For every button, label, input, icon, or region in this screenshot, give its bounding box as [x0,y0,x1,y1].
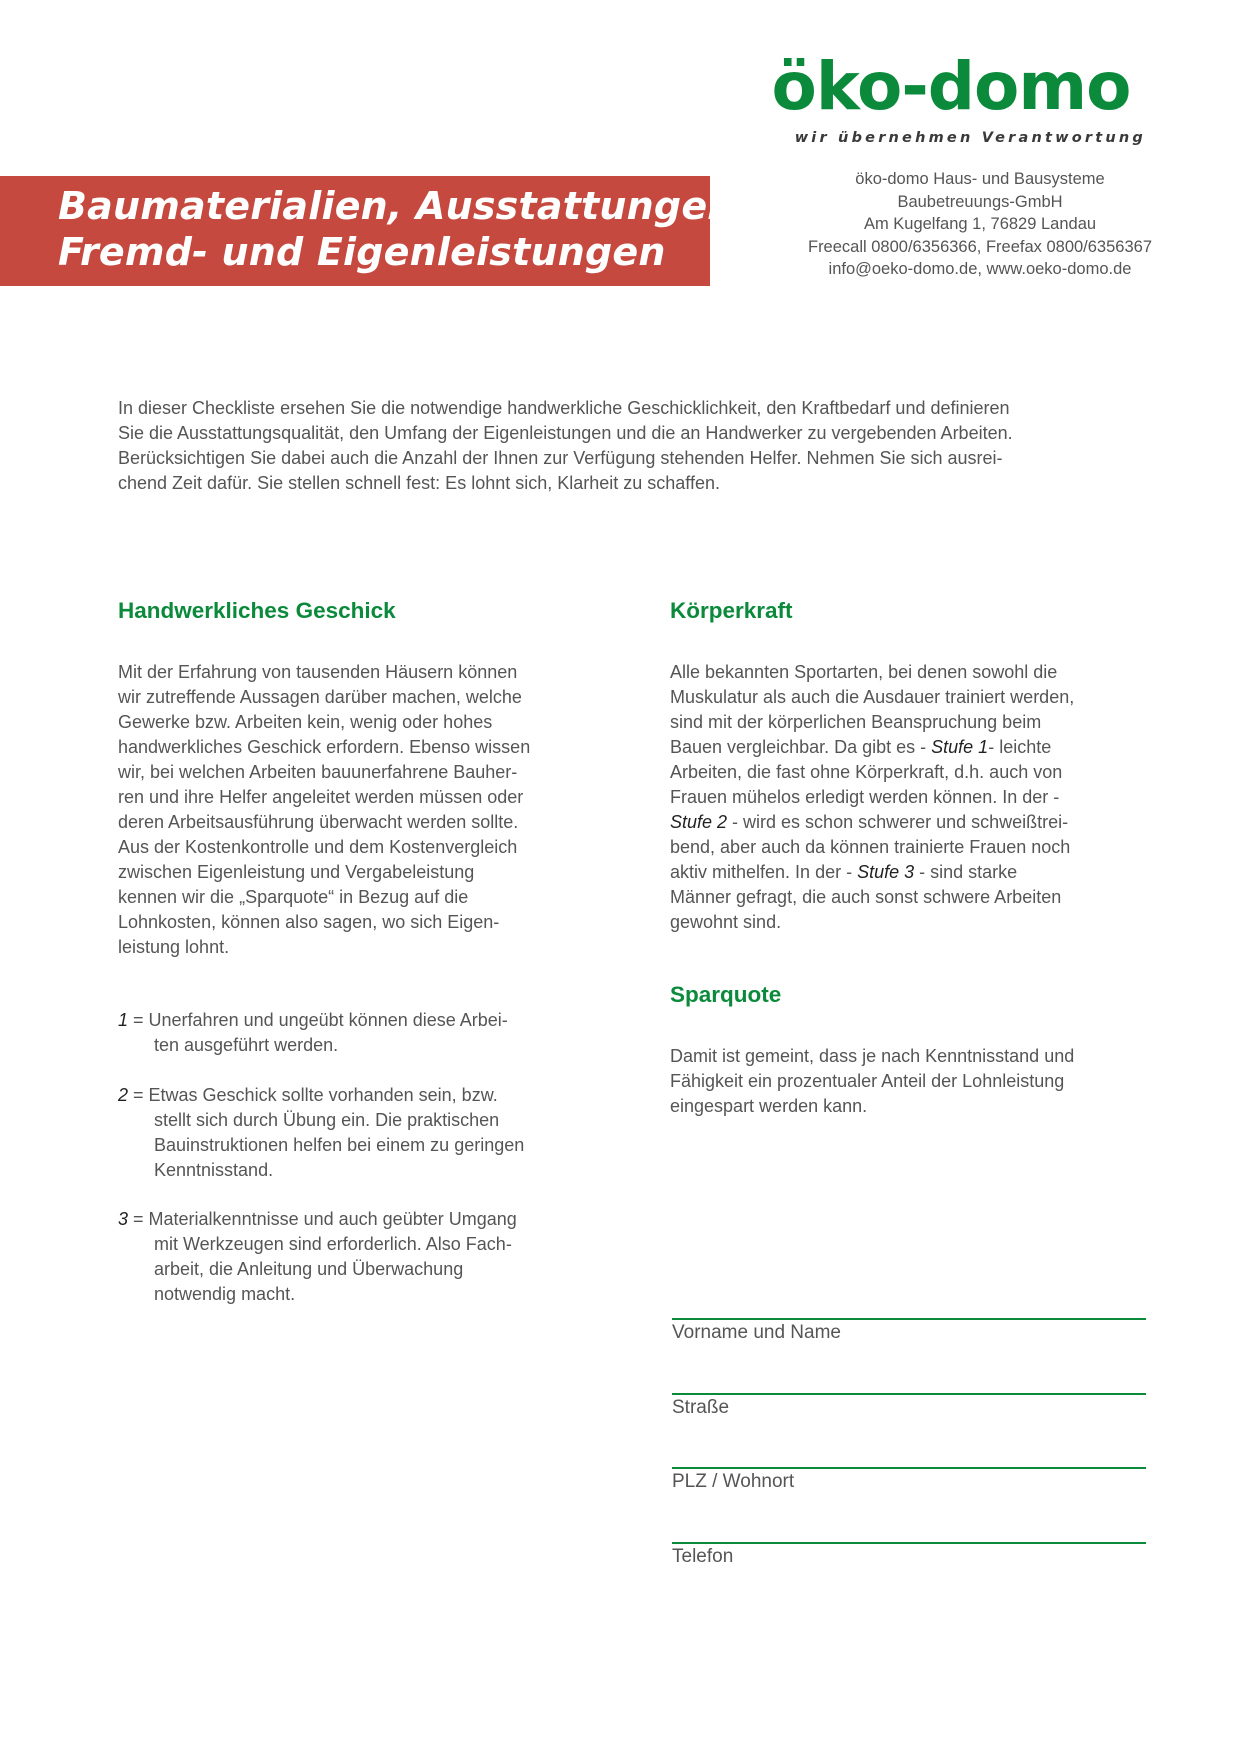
paragraph-line: wir zutreffende Aussagen darüber machen, welche [118,687,522,707]
phone-field[interactable] [672,1542,1146,1567]
paragraph-line: Arbeiten, die fast ohne Körperkraft, d.h. auch von [670,762,1063,782]
paragraph-line: gewohnt sind. [670,912,782,932]
address-line: Freecall 0800/6356366, Freefax 0800/6356367 [807,237,1152,256]
heading-sparquote: Sparquote [670,982,782,1007]
city-field-label: PLZ / Wohnort [672,1471,795,1492]
logo-tagline: wir übernehmen Verantwortung [794,130,1146,146]
paragraph-line: handwerkliches Geschick erfordern. Ebenso wissen [118,737,531,757]
paragraph-text: - wird es schon schwerer und schweißtrei- [727,812,1069,832]
paragraph-text: aktiv mithelfen. In der - [670,862,858,882]
level-text: = Unerfahren und ungeübt können diese Arbei- [128,1010,508,1030]
paragraph-line: eingespart werden kann. [670,1096,868,1116]
level-text: = Materialkenntnisse und auch geübter Umgang [128,1209,517,1229]
address-line: Am Kugelfang 1, 76829 Landau [863,215,1097,233]
level-text: notwendig macht. [154,1284,296,1304]
address-line: öko-domo Haus- und Bausysteme [855,170,1105,188]
stufe-1-label: Stufe 1 [931,737,989,757]
intro-line: chend Zeit dafür. Sie stellen schnell fest: Es lohnt sich, Klarheit zu schaffen. [118,473,720,493]
paragraph-text: - sind starke [914,862,1018,882]
company-logo [756,48,1146,146]
paragraph-line: Gewerke bzw. Arbeiten kein, wenig oder hohes [118,712,493,732]
paragraph-line: Damit ist gemeint, dass je nach Kenntnisstand und [670,1046,1075,1066]
street-field-label: Straße [672,1397,730,1418]
level-text: Bauinstruktionen helfen bei einem zu geringen [154,1135,525,1155]
company-address [770,168,1190,281]
street-field[interactable] [672,1393,1146,1418]
intro-line: In dieser Checkliste ersehen Sie die notwendige handwerkliche Geschicklichkeit, den Kraftbedarf und definieren [118,398,1010,418]
paragraph-line: Männer gefragt, die auch sonst schwere Arbeiten [670,887,1062,907]
paragraph-line: zwischen Eigenleistung und Vergabeleistung [118,862,475,882]
paragraph-line: Lohnkosten, können also sagen, wo sich Eigen- [118,912,500,932]
paragraph-line: leistung lohnt. [118,937,230,957]
paragraph-line: Muskulatur als auch die Ausdauer trainiert werden, [670,687,1075,707]
name-field-label: Vorname und Name [672,1322,841,1343]
level-text: arbeit, die Anleitung und Überwachung [154,1259,464,1279]
heading-koerperkraft: Körperkraft [670,598,793,623]
name-field[interactable] [672,1318,1146,1343]
paragraph-text: - leichte [988,737,1052,757]
level-number: 3 [118,1209,129,1229]
paragraph-line: Frauen mühelos erledigt werden können. In der - [670,787,1060,807]
level-text: stellt sich durch Übung ein. Die praktischen [154,1110,500,1130]
paragraph-line: Mit der Erfahrung von tausenden Häusern können [118,662,518,682]
paragraph-line: Aus der Kostenkontrolle und dem Kostenvergleich [118,837,518,857]
level-text: mit Werkzeugen sind erforderlich. Also Fach- [154,1234,512,1254]
level-text: ten ausgeführt werden. [154,1035,339,1055]
city-field[interactable] [672,1467,1146,1492]
level-text: Kenntnisstand. [154,1160,274,1180]
koerperkraft-paragraph [670,660,1146,935]
level-item-2 [118,1083,524,1183]
page-title-line-1: Baumaterialien, Ausstattungen, [58,184,750,228]
paragraph-line: Fähigkeit ein prozentualer Anteil der Lohnleistung [670,1071,1065,1091]
address-line: Baubetreuungs-GmbH [897,192,1063,211]
title-banner [0,176,750,286]
paragraph-line: sind mit der körperlichen Beanspruchung beim [670,712,1042,732]
level-text: = Etwas Geschick sollte vorhanden sein, bzw. [128,1085,498,1105]
phone-field-label: Telefon [672,1546,734,1567]
paragraph-line: bend, aber auch da können trainierte Frauen noch [670,837,1071,857]
paragraph-line: wir, bei welchen Arbeiten bauunerfahrene Bauher- [118,762,518,782]
stufe-3-label: Stufe 3 [857,862,915,882]
intro-paragraph [118,396,1128,496]
paragraph-line: Alle bekannten Sportarten, bei denen sowohl die [670,662,1058,682]
stufe-2-label: Stufe 2 [670,812,728,832]
paragraph-line: ren und ihre Helfer angeleitet werden müssen oder [118,787,524,807]
paragraph-line: deren Arbeitsausführung überwacht werden sollte. [118,812,519,832]
level-item-1 [118,1008,508,1058]
geschick-paragraph [118,660,588,960]
heading-geschick: Handwerkliches Geschick [118,598,396,623]
sparquote-paragraph [670,1044,1146,1119]
level-number: 1 [118,1010,129,1030]
level-number: 2 [118,1085,129,1105]
page-title-line-2: Fremd- und Eigenleistungen [58,230,666,274]
intro-line: Berücksichtigen Sie dabei auch die Anzahl der Ihnen zur Verfügung stehenden Helfer. Nehmen Sie sich ausrei- [118,448,1003,468]
intro-line: Sie die Ausstattungsqualität, den Umfang der Eigenleistungen und die an Handwerker zu vergebenden Arbeiten. [118,423,1013,443]
paragraph-line: kennen wir die „Sparquote“ in Bezug auf die [118,887,469,907]
paragraph-text: Bauen vergleichbar. Da gibt es - [670,737,932,757]
address-line: info@oeko-domo.de, www.oeko-domo.de [828,260,1132,278]
logo-wordmark: öko-domo [771,48,1131,125]
level-item-3 [118,1207,517,1307]
